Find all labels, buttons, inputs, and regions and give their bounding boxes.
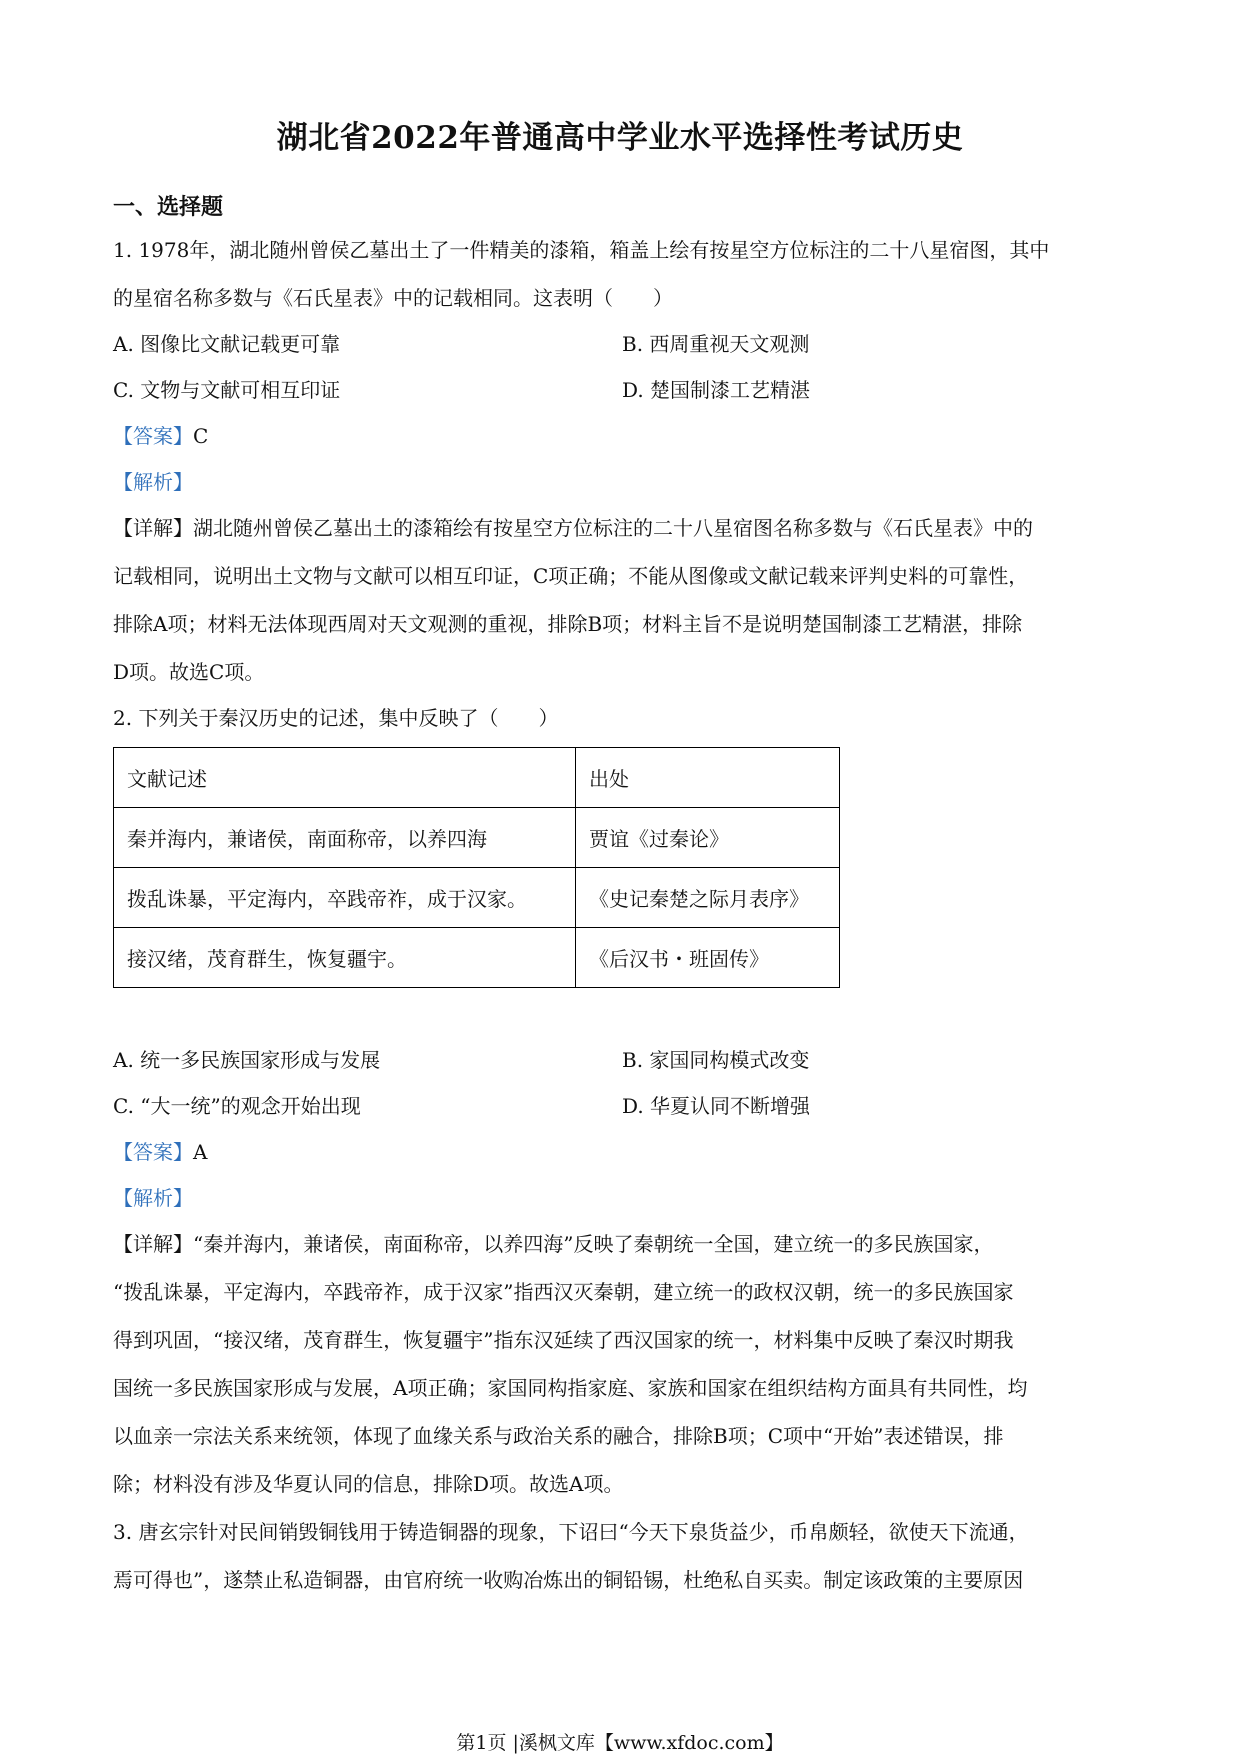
q1-detail-line-1: 【详解】湖北随州曾侯乙墓出土的漆箱绘有按星空方位标注的二十八星宿图名称多数与《石氏星表》中的 xyxy=(113,516,1033,540)
q2-option-c: C. “大一统”的观念开始出现 xyxy=(113,1094,361,1118)
answer-value: A xyxy=(193,1140,208,1164)
table-cell: 拨乱诛暴，平定海内，卒践帝祚，成于汉家。 xyxy=(114,868,576,928)
table-cell: 《史记秦楚之际月表序》 xyxy=(576,868,840,928)
q2-option-b: B. 家国同构模式改变 xyxy=(622,1048,810,1072)
table-row xyxy=(114,808,840,868)
q2-analysis-label: 【解析】 xyxy=(113,1186,193,1210)
table-cell: 接汉绪，茂育群生，恢复疆宇。 xyxy=(114,928,576,988)
q1-option-c: C. 文物与文献可相互印证 xyxy=(113,378,341,402)
q3-stem-line-2: 焉可得也”，遂禁止私造铜器，由官府统一收购冶炼出的铜铅锡，杜绝私自买卖。制定该政策的主要原因 xyxy=(113,1568,1024,1592)
q1-stem-line-1: 1. 1978年，湖北随州曾侯乙墓出土了一件精美的漆箱，箱盖上绘有按星空方位标注的二十八星宿图，其中 xyxy=(113,238,1050,262)
q1-detail-line-3: 排除A项；材料无法体现西周对天文观测的重视，排除B项；材料主旨不是说明楚国制漆工艺精湛，排除 xyxy=(113,612,1023,636)
q2-answer xyxy=(113,1138,207,1166)
q1-analysis-label: 【解析】 xyxy=(113,470,193,494)
table-cell: 贾谊《过秦论》 xyxy=(576,808,840,868)
table-header-row xyxy=(114,748,840,808)
table-header-cell: 文献记述 xyxy=(114,748,576,808)
q2-stem: 2. 下列关于秦汉历史的记述，集中反映了（ ） xyxy=(113,706,559,730)
q2-detail-line-3: 得到巩固，“接汉绪，茂育群生，恢复疆宇”指东汉延续了西汉国家的统一，材料集中反映了秦汉时期我 xyxy=(113,1328,1014,1352)
table-row xyxy=(114,928,840,988)
q1-answer xyxy=(113,422,208,450)
q2-option-a: A. 统一多民族国家形成与发展 xyxy=(113,1048,381,1072)
table-header-cell: 出处 xyxy=(576,748,840,808)
q1-option-a: A. 图像比文献记载更可靠 xyxy=(113,332,341,356)
page-title: 湖北省2022年普通高中学业水平选择性考试历史 xyxy=(276,120,964,156)
q1-stem-line-2: 的星宿名称多数与《石氏星表》中的记载相同。这表明（ ） xyxy=(113,286,673,310)
table-cell: 秦并海内，兼诸侯，南面称帝，以养四海 xyxy=(114,808,576,868)
q1-detail-line-2: 记载相同，说明出土文物与文献可以相互印证，C项正确；不能从图像或文献记载来评判史料的可靠性， xyxy=(113,564,1029,588)
table-row xyxy=(114,868,840,928)
table-cell: 《后汉书・班固传》 xyxy=(576,928,840,988)
q1-detail-line-4: D项。故选C项。 xyxy=(113,660,265,684)
q2-detail-line-1: 【详解】“秦并海内，兼诸侯，南面称帝，以养四海”反映了秦朝统一全国，建立统一的多民族国家， xyxy=(113,1232,994,1256)
page-footer: 第1页 |溪枫文库【www.xfdoc.com】 xyxy=(456,1732,784,1754)
q2-option-d: D. 华夏认同不断增强 xyxy=(622,1094,811,1118)
q2-detail-line-6: 除；材料没有涉及华夏认同的信息，排除D项。故选A项。 xyxy=(113,1472,624,1496)
section-heading: 一、选择题 xyxy=(113,194,224,220)
q2-detail-line-2: “拨乱诛暴，平定海内，卒践帝祚，成于汉家”指西汉灭秦朝，建立统一的政权汉朝，统一的多民族国家 xyxy=(113,1280,1014,1304)
q2-detail-line-4: 国统一多民族国家形成与发展，A项正确；家国同构指家庭、家族和国家在组织结构方面具有共同性，均 xyxy=(113,1376,1028,1400)
q1-option-b: B. 西周重视天文观测 xyxy=(622,332,810,356)
q1-option-d: D. 楚国制漆工艺精湛 xyxy=(622,378,811,402)
answer-label: 【答案】 xyxy=(113,424,193,448)
answer-value: C xyxy=(193,424,209,448)
source-table xyxy=(113,747,840,988)
answer-label: 【答案】 xyxy=(113,1140,193,1164)
q2-detail-line-5: 以血亲一宗法关系来统领，体现了血缘关系与政治关系的融合，排除B项；C项中“开始”表述错误，排 xyxy=(113,1424,1004,1448)
q3-stem-line-1: 3. 唐玄宗针对民间销毁铜钱用于铸造铜器的现象，下诏曰“今天下泉货益少，币帛颇轻，欲使天下流通， xyxy=(113,1520,1029,1544)
